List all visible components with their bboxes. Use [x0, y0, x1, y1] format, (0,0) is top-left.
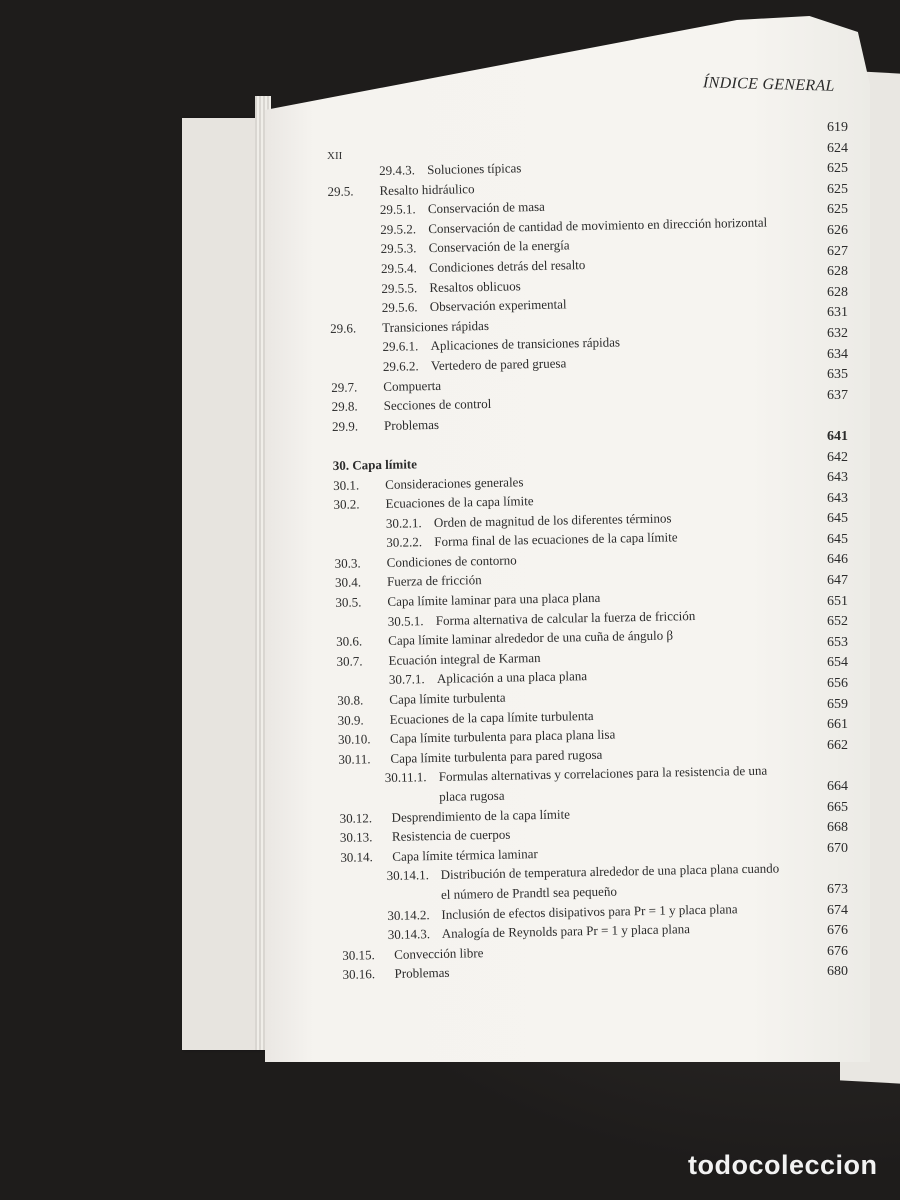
toc-entry-title: placa rugosa — [439, 787, 505, 804]
toc-page-number: 628 — [827, 284, 848, 300]
toc-entry-title: Forma alternativa de calcular la fuerza de fricción — [435, 607, 696, 628]
toc-page-number: 645 — [827, 511, 848, 527]
toc-entry-title: Vertedero de pared gruesa — [430, 355, 567, 373]
toc-entry-title: Desprendimiento de la capa límite — [391, 806, 571, 825]
toc-entry-title: Observación experimental — [429, 296, 567, 315]
toc-page-number: 634 — [827, 346, 848, 362]
toc-entry-number: 30.13. — [339, 829, 373, 846]
page-number-column — [808, 118, 848, 983]
toc-page-number: 635 — [827, 367, 848, 383]
toc-entry-title: Capa límite turbulenta — [389, 689, 506, 707]
toc-page-number: 662 — [827, 737, 848, 753]
toc-entry-title: Forma final de las ecuaciones de la capa límite — [434, 529, 678, 550]
toc-page-number: 626 — [827, 222, 848, 238]
toc-entry-title: Capa límite laminar para una placa plana — [387, 589, 601, 609]
toc-entry-title: Resistencia de cuerpos — [391, 826, 511, 845]
toc-entry-number: 30.5. — [335, 594, 362, 610]
toc-entry-number: 29.6.1. — [382, 338, 419, 355]
toc-page-number: 642 — [827, 449, 848, 465]
toc-entry-number: 29.8. — [331, 398, 358, 415]
toc-entry-title: 30. Capa límite — [332, 456, 418, 473]
toc-entry-number: 29.5.3. — [380, 240, 417, 257]
toc-entry-number: 29.5.4. — [380, 260, 417, 276]
toc-entry-title: Transiciones rápidas — [382, 317, 490, 335]
toc-entry-title: Secciones de control — [383, 396, 492, 414]
toc-entry-number: 30.11.1. — [384, 769, 427, 786]
toc-page-number: 645 — [827, 531, 848, 547]
toc-page-number: 652 — [827, 614, 848, 630]
toc-entry-number: 29.4.3. — [379, 162, 416, 178]
toc-entry-title: Condiciones de contorno — [386, 552, 517, 570]
toc-entry-number: 29.5.6. — [381, 299, 418, 316]
toc-page-number: 665 — [827, 799, 848, 815]
toc-page-number: 627 — [827, 243, 848, 259]
book-cover-edge — [182, 118, 266, 1050]
toc-entry-number: 30.14.1. — [386, 867, 430, 884]
toc-page-number: 624 — [827, 140, 848, 156]
toc-page-number: 647 — [827, 573, 848, 589]
toc-entry-title: Conservación de la energía — [428, 237, 570, 256]
toc-page-number: 668 — [827, 820, 848, 836]
toc-entry-number: 30.8. — [337, 692, 364, 708]
toc-entry-number: 30.5.1. — [387, 612, 424, 629]
toc-page-number: 641 — [827, 428, 848, 444]
toc-entry-title: Problemas — [394, 965, 450, 982]
toc-page-number: 643 — [827, 490, 848, 506]
toc-entry-title: Capa límite turbulenta para pared rugosa — [390, 746, 603, 766]
toc-entry-number: 30.6. — [336, 633, 363, 650]
toc-page-number: 656 — [827, 676, 848, 692]
toc-entry-title: Convección libre — [394, 944, 484, 962]
toc-entry-title: Ecuaciones de la capa límite — [385, 493, 534, 512]
toc-page-number: 676 — [827, 943, 848, 959]
toc-entry-number: 30.2.2. — [386, 534, 423, 551]
toc-page-number: 632 — [827, 325, 848, 341]
toc-entry-number: 30.7.1. — [388, 671, 425, 688]
toc-entry-number: 30.2. — [333, 496, 360, 513]
toc-entry-title: Capa límite turbulenta para placa plana lisa — [389, 726, 616, 747]
toc-page-number: 674 — [827, 902, 848, 918]
toc-page-number: 643 — [827, 470, 848, 486]
toc-entry-title: Orden de magnitud de los diferentes términos — [433, 510, 672, 530]
toc-page-number: 625 — [827, 161, 848, 177]
toc-entry-title: Conservación de cantidad de movimiento en dirección horizontal — [428, 214, 768, 236]
toc-entry-title: Distribución de temperatura alrededor de una placa plana cuando — [440, 860, 780, 883]
toc-page-number: 680 — [827, 964, 848, 980]
toc-entry-number: 29.5. — [327, 183, 354, 199]
toc-entry-number: 30.4. — [334, 574, 362, 591]
toc-entry-number: 29.5.2. — [380, 221, 417, 237]
toc-page-number: 628 — [827, 264, 848, 280]
toc-page-number: 651 — [827, 593, 848, 609]
toc-page-number — [808, 859, 848, 880]
toc-entry-number: 30.16. — [342, 966, 376, 983]
toc-entry-number: 29.5.5. — [381, 279, 418, 296]
toc-entry-number: 29.5.1. — [379, 201, 416, 218]
toc-page-number: 664 — [827, 779, 848, 794]
toc-entry-title: Compuerta — [383, 377, 442, 394]
toc-entry-number: 30.7. — [336, 653, 363, 669]
toc-page-number: 625 — [827, 181, 848, 197]
toc-entry-title: Soluciones típicas — [427, 160, 522, 178]
toc-entry-number: 29.9. — [331, 418, 359, 434]
toc-entry-title: Conservación de masa — [427, 199, 546, 217]
toc-entry-title: Problemas — [383, 416, 440, 433]
watermark: todocoleccion — [688, 1150, 878, 1180]
toc-entry-title: Analogía de Reynolds para Pr = 1 y placa plana — [441, 921, 691, 942]
toc-entry-number: 29.6.2. — [382, 358, 419, 374]
toc-entry-title: el número de Prandtl sea pequeño — [440, 883, 618, 902]
toc-entry-title: Capa límite laminar alrededor de una cuña de ángulo β — [388, 627, 674, 649]
toc-page-number: 676 — [827, 923, 848, 939]
toc-entry-title: Capa límite térmica laminar — [392, 845, 538, 864]
page-number: XII — [327, 150, 343, 162]
toc-entry-title: Resaltos oblicuos — [429, 277, 521, 295]
running-header: ÍNDICE GENERAL — [702, 74, 835, 95]
toc-entry-number: 30.14.2. — [387, 906, 430, 923]
toc-page-number: 670 — [827, 840, 848, 856]
toc-page-number: 661 — [827, 717, 848, 733]
toc-entry-title: Formulas alternativas y correlaciones para la resistencia de una — [438, 763, 768, 785]
toc-entry-title: Aplicaciones de transiciones rápidas — [430, 334, 621, 354]
toc-page-number: 653 — [827, 634, 848, 650]
toc-entry-number: 29.6. — [330, 320, 357, 336]
toc-page-number — [808, 406, 848, 427]
toc-entry-title: Aplicación a una placa plana — [436, 668, 588, 687]
toc-entry-number: 30.11. — [338, 751, 371, 767]
toc-page-number: 654 — [827, 655, 848, 671]
toc-page-number: 646 — [827, 552, 848, 568]
toc-entry-number: 30.15. — [342, 946, 375, 963]
table-of-contents — [327, 152, 853, 985]
toc-page-number: 631 — [827, 305, 848, 321]
toc-page-number — [808, 756, 848, 777]
toc-entry-number: 30.14. — [340, 849, 373, 865]
toc-page-number: 625 — [827, 202, 848, 218]
toc-entry-title: Fuerza de fricción — [386, 572, 482, 590]
toc-entry-number: 29.7. — [331, 378, 358, 395]
toc-entry-title: Ecuación integral de Karman — [388, 649, 541, 668]
toc-entry-title: Resalto hidráulico — [379, 180, 475, 198]
toc-entry-title: Condiciones detrás del resalto — [428, 257, 586, 276]
toc-entry-number: 30.2.1. — [385, 514, 422, 531]
toc-entry-number: 30.14.3. — [387, 926, 431, 943]
toc-page-number: 619 — [827, 120, 848, 135]
toc-entry-title: Inclusión de efectos disipativos para Pr = 1 y placa plana — [441, 900, 738, 922]
toc-entry-number: 30.10. — [337, 731, 371, 748]
toc-entry-number: 30.12. — [339, 809, 373, 826]
toc-entry-number: 30.3. — [334, 555, 361, 571]
toc-page-number: 673 — [827, 881, 848, 897]
toc-page-number: 637 — [827, 387, 848, 403]
toc-entry-title: Consideraciones generales — [385, 473, 524, 492]
toc-entry-number: 30.9. — [337, 712, 364, 728]
toc-entry-title: Ecuaciones de la capa límite turbulenta — [389, 707, 594, 727]
toc-page-number: 659 — [827, 696, 848, 712]
toc-entry-number: 30.1. — [333, 476, 360, 493]
